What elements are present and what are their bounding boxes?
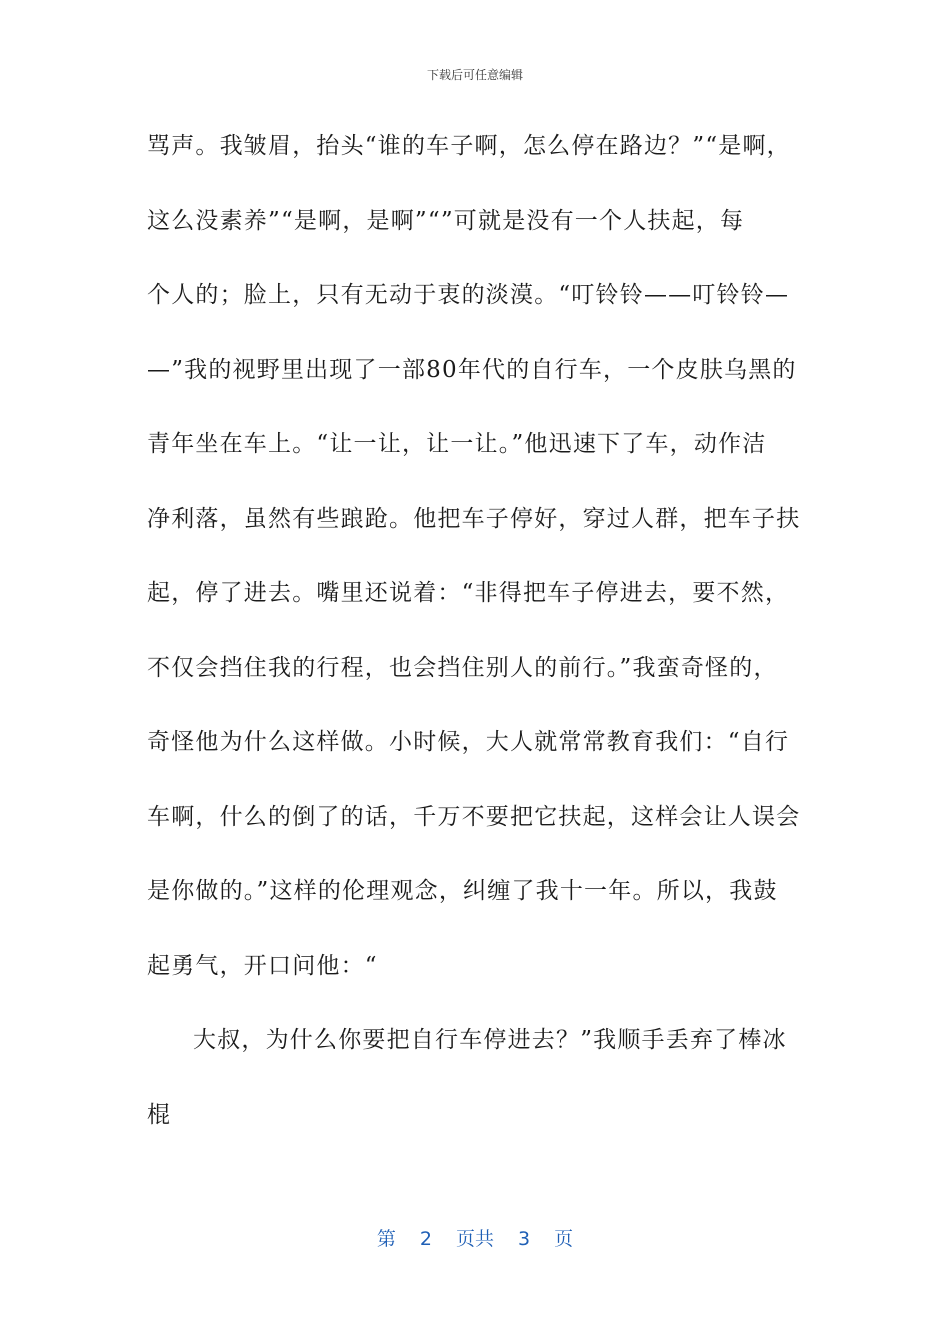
text-line: 净利落，虽然有些踉跄。他把车子停好，穿过人群，把车子扶	[147, 505, 801, 532]
text-line: 青年坐在车上。“让一让，让一让。”他迅速下了车，动作洁	[147, 431, 767, 457]
text-line: 个人的；脸上，只有无动于衷的淡漠。“叮铃铃——叮铃铃—	[147, 282, 790, 308]
text-line-indented: 大叔，为什么你要把自行车停进去？”我顺手丢弃了棒冰	[193, 1027, 787, 1053]
text-line: 是你做的。”这样的伦理观念，纠缠了我十一年。所以，我鼓	[147, 878, 778, 904]
document-body	[147, 124, 807, 1167]
page-header	[0, 66, 950, 83]
text-line: 车啊，什么的倒了的话，千万不要把它扶起，这样会让人误会	[147, 803, 801, 830]
header-text: 下载后可任意编辑	[426, 68, 523, 82]
page-label-prefix: 第	[376, 1228, 396, 1250]
current-page-number: 2	[419, 1228, 432, 1250]
text-line: 起，停了进去。嘴里还说着：“非得把车子停进去，要不然，	[147, 580, 790, 606]
text-line: 棍	[147, 1101, 172, 1128]
text-line: 骂声。我皱眉，抬头“谁的车子啊，怎么停在路边？”“是啊，	[147, 133, 791, 159]
text-line: —”我的视野里出现了一部80年代的自行车，一个皮肤乌黑的	[147, 356, 797, 383]
page-footer	[0, 1224, 950, 1251]
total-pages-number: 3	[518, 1228, 531, 1250]
text-line: 奇怪他为什么这样做。小时候，大人就常常教育我们：“自行	[147, 729, 790, 755]
page-label-suffix: 页	[554, 1228, 574, 1250]
text-line: 起勇气，开口问他：“	[147, 952, 378, 979]
page-label-mid: 页共	[455, 1228, 494, 1250]
text-line: 这么没素养”“是啊，是啊”“”可就是没有一个人扶起，每	[147, 207, 745, 234]
text-line: 不仅会挡住我的行程，也会挡住别人的前行。”我蛮奇怪的，	[147, 654, 778, 681]
